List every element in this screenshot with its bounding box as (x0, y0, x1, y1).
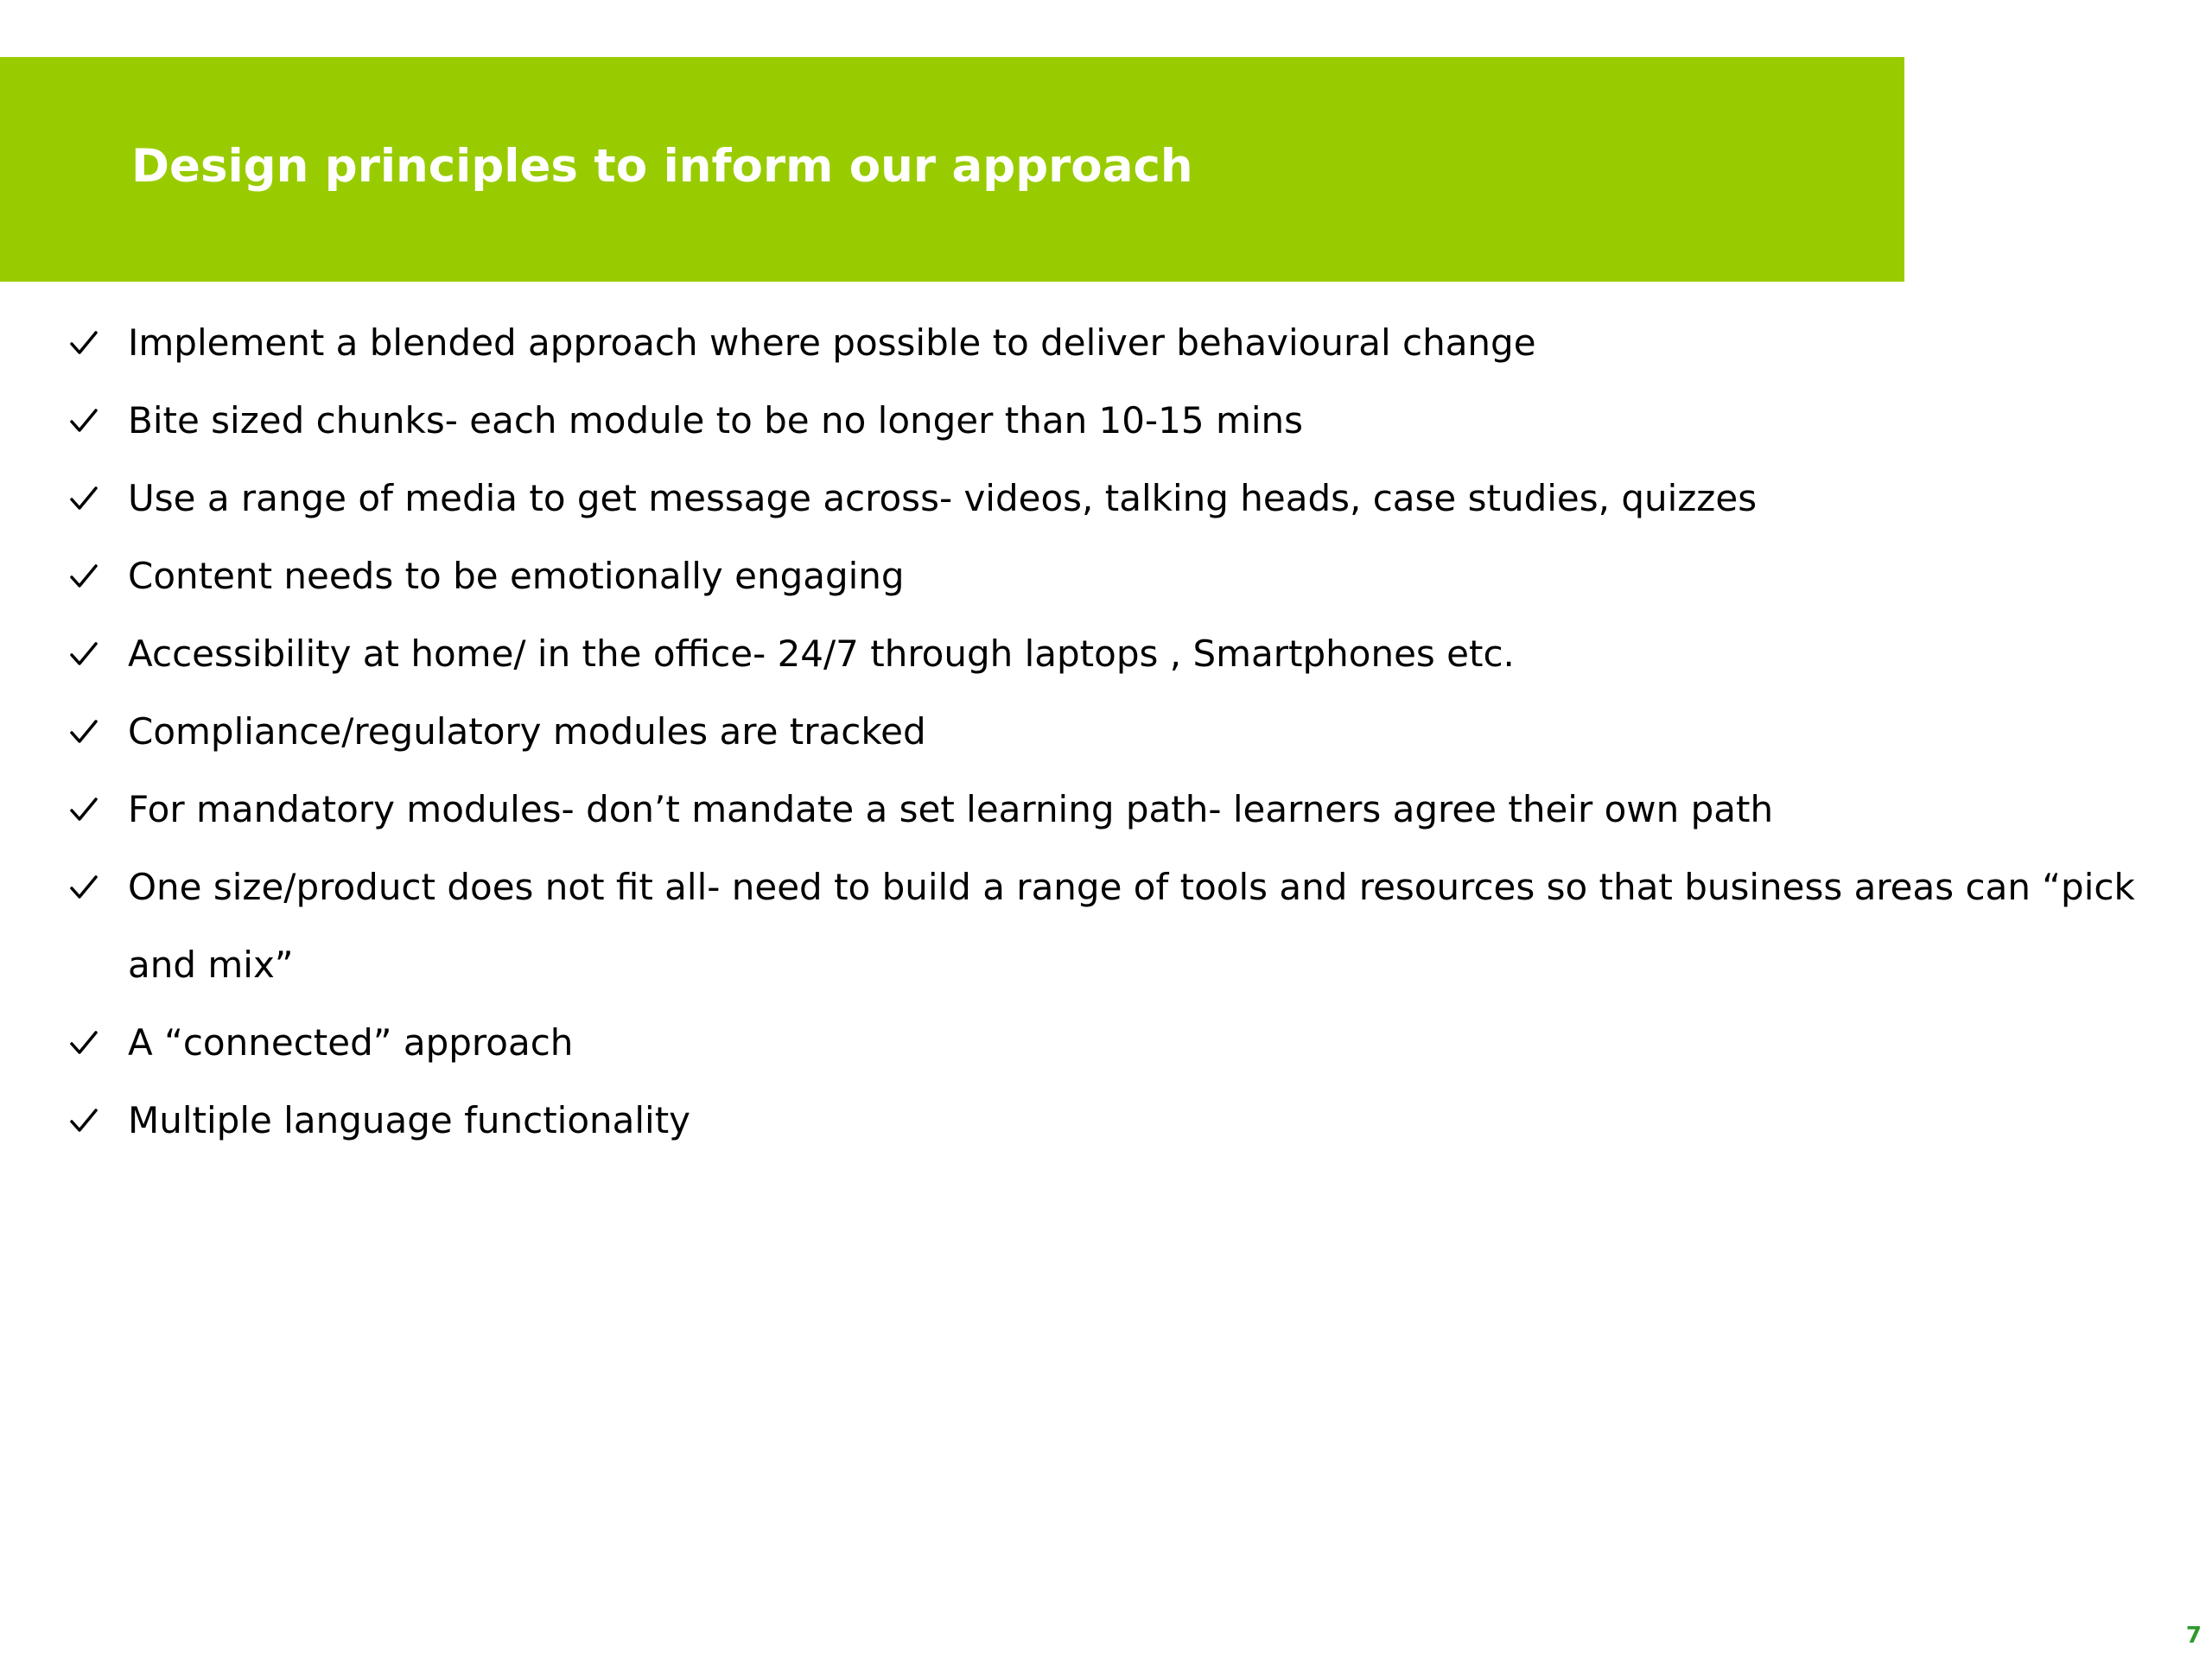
bullet-item (0, 1082, 2143, 1160)
bullet-text: Implement a blended approach where possible to deliver behavioural change (128, 321, 1536, 364)
bullet-text: Compliance/regulatory modules are tracked (128, 710, 926, 753)
check-icon (62, 460, 105, 537)
slide-title: Design principles to inform our approach (131, 140, 1193, 193)
bullet-item (0, 771, 2143, 849)
bullet-text: Bite sized chunks- each module to be no longer than 10-15 mins (128, 399, 1304, 442)
check-icon (62, 382, 105, 460)
bullet-text: A “connected” approach (128, 1021, 574, 1064)
check-icon (62, 693, 105, 771)
check-icon (62, 771, 105, 849)
check-icon (62, 1004, 105, 1082)
bullet-item (0, 382, 2143, 460)
bullet-item (0, 615, 2143, 693)
bullet-item (0, 537, 2143, 615)
check-icon (62, 304, 105, 382)
bullet-text: Use a range of media to get message across- videos, talking heads, case studies, quizzes (128, 477, 1758, 519)
check-icon (62, 615, 105, 693)
bullet-item (0, 849, 2143, 1004)
bullet-text: Content needs to be emotionally engaging (128, 555, 905, 597)
bullet-item (0, 304, 2143, 382)
bullet-text: For mandatory modules- don’t mandate a set learning path- learners agree their own path (128, 788, 1774, 830)
check-icon (62, 849, 105, 926)
bullet-text: One size/product does not fit all- need to build a range of tools and resources so that business areas can “pick and mix” (128, 866, 2135, 986)
check-icon (62, 537, 105, 615)
bullet-text: Accessibility at home/ in the office- 24/7 through laptops , Smartphones etc. (128, 632, 1515, 675)
bullet-text: Multiple language functionality (128, 1099, 691, 1141)
check-icon (62, 1082, 105, 1160)
bullet-item (0, 460, 2143, 537)
bullet-item (0, 1004, 2143, 1082)
page-number: 7 (2185, 1623, 2202, 1649)
bullet-item (0, 693, 2143, 771)
bullet-list (0, 304, 2143, 1160)
